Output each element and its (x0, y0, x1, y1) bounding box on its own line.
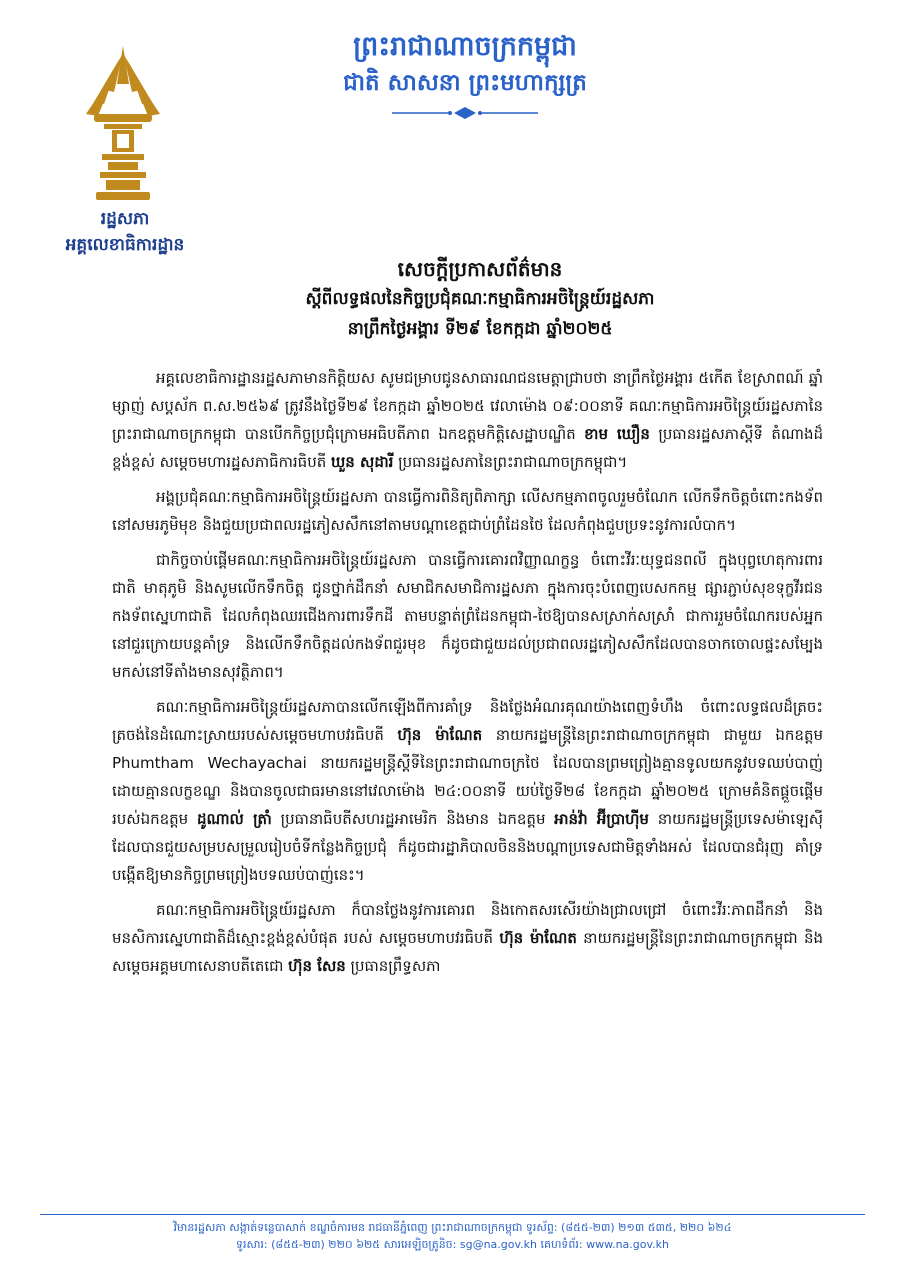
document-title (200, 254, 760, 344)
document-body (112, 364, 823, 987)
footer-address: វិមានរដ្ឋសភា សង្កាត់ទន្លេបាសាក់ ខណ្ឌចំការមន រាជធានីភ្នំពេញ ព្រះរាជាណាចក្រកម្ពុជា ទូរស័ព្ទ: (៨៥៥-២៣) ២១៣ ៥៣៥, ២២០ ៦២៤ (173, 1221, 732, 1234)
name-hun-manet: ហ៊ុន ម៉ាណែត (397, 726, 483, 744)
name-hun-sen: ហ៊ុន សែន (288, 957, 346, 975)
name-donald-trump: ដូណាល់ ត្រាំ (196, 810, 272, 828)
name-hun-manet-2: ហ៊ុន ម៉ាណែត (499, 929, 577, 947)
ornament-divider-icon (390, 106, 540, 120)
kingdom-title: ព្រះរាជាណាចក្រកម្ពុជា (353, 31, 577, 62)
title-line3: នាព្រឹកថ្ងៃអង្គារ ទី២៩ ខែកក្កដា ឆ្នាំ២០២៥ (347, 319, 613, 339)
ministry-line1: រដ្ឋសភា (100, 209, 150, 229)
paragraph-4: គណៈកម្មាធិការអចិន្ត្រៃយ៍រដ្ឋសភាបានលើកឡើងពីការគាំទ្រ និងថ្លែងអំណរគុណយ៉ាងពេញទំហឹង ចំពោះលទ្ធផលដ៏ត្រចះត្រចង់នៃដំណោះស្រាយរបស់សម្តេចមហាបវរធិបតី ហ៊ុន ម៉ាណែត នាយករដ្ឋមន្ត្រីនៃព្រះរាជាណាចក្រកម្ពុជា ជាមួយ ឯកឧត្តម Phumtham Wechayachai នាយករដ្ឋមន្ត្រីស្តីទីនៃព្រះរាជាណាចក្រថៃ ដែលបានព្រមព្រៀងគ្មានទូលយកនូវបទឈប់បាញ់ដោយគ្មានលក្ខខណ្ឌ និងបានចូលជាធរមាននៅវេលាម៉ោង ២៤:០០នាទី យប់ថ្ងៃទី២៨ ខែកក្កដា ឆ្នាំ២០២៥ ក្រោមគំនិតផ្តួចផ្តើមរបស់ឯកឧត្តម ដូណាល់ ត្រាំ ប្រធានាធិបតីសហរដ្ឋអាមេរិក និងមាន ឯកឧត្តម អាន់វ៉ា អ៊ីប្រាហ៊ីម នាយករដ្ឋមន្ត្រីប្រទេសម៉ាឡេស៊ី ដែលបានជួយសម្របសម្រួលរៀបចំទីកន្លែងកិច្ចប្រជុំ ក៏ដូចជារដ្ឋាភិបាលចិននិងបណ្តាប្រទេសជាមិត្តទាំងអស់ ដែលបានជំរុញ គាំទ្រ បង្កើតឱ្យមានកិច្ចព្រមព្រៀងបទឈប់បាញ់នេះ។ (112, 698, 823, 884)
ministry-name (40, 206, 210, 258)
paragraph-1: អគ្គលេខាធិការដ្ឋានរដ្ឋសភាមានកិត្តិយស សូមជម្រាបជូនសាធារណជនមេត្តាជ្រាបថា នាព្រឹកថ្ងៃអង្គារ ៥កើត ខែស្រាពណ៍ ឆ្នាំម្សាញ់ សប្តស័ក ព.ស.២៥៦៩ ត្រូវនឹងថ្ងៃទី២៩ ខែកក្កដា ឆ្នាំ២០២៥ វេលាម៉ោង ០៩:០០នាទី គណៈកម្មាធិការអចិន្ត្រៃយ៍រដ្ឋសភានៃព្រះរាជាណាចក្រកម្ពុជា បានបើកកិច្ចប្រជុំក្រោមអធិបតីភាព ឯកឧត្តមកិត្តិសេដ្ឋាបណ្ឌិត ខាម ឃឿន ប្រធានរដ្ឋសភាស្តីទី តំណាងដ៏ខ្ពង់ខ្ពស់ សម្តេចមហារដ្ឋសភាធិការធិបតី ឃួន សុដារី ប្រធានរដ្ឋសភានៃព្រះរាជាណាចក្រកម្ពុជា។ (112, 369, 824, 471)
national-motto: ជាតិ សាសនា ព្រះមហាក្សត្រ (343, 70, 587, 96)
footer-contact (40, 1214, 865, 1253)
paragraph-5: គណៈកម្មាធិការអចិន្ត្រៃយ៍រដ្ឋសភា ក៏បានថ្លែងនូវការគោរព និងកោតសរសើរយ៉ាងជ្រាលជ្រៅ ចំពោះវីរៈភាពដឹកនាំ និងមនសិការស្នេហាជាតិដ៏ស្មោះខ្ពង់ខ្ពស់បំផុត របស់ សម្តេចមហាបវរធិបតី ហ៊ុន ម៉ាណែត នាយករដ្ឋមន្ត្រីនៃព្រះរាជាណាចក្រកម្ពុជា និង សម្តេចអគ្គមហាសេនាបតីតេជោ ហ៊ុន សែន ប្រធានព្រឹទ្ធសភា (112, 901, 824, 975)
title-line1: សេចក្តីប្រកាសព័ត៌មាន (397, 257, 563, 281)
name-anwar-ibrahim: អាន់វ៉ា អ៊ីប្រាហ៊ីម (554, 810, 649, 828)
paragraph-2: អង្គប្រជុំគណៈកម្មាធិការអចិន្ត្រៃយ៍រដ្ឋសភា បានធ្វើការពិនិត្យពិភាក្សា លើសកម្មភាពចូលរួមចំណែក លើកទឹកចិត្តចំពោះកងទ័ពនៅសមរភូមិមុខ និងជួយប្រជាពលរដ្ឋភៀសសឹកនៅតាមបណ្តាខេត្តជាប់ព្រំដែនថៃ ដែលកំពុងជួបប្រទះនូវការលំបាក។ (112, 488, 823, 534)
royal-emblem-icon (84, 44, 162, 204)
footer-fax-email-web: ទូរសារ: (៨៥៥-២៣) ២២០ ៦២៥ សារអេឡិចត្រូនិច: sg@na.gov.kh គេហទំព័រ: www.na.gov.kh (235, 1238, 669, 1251)
name-khuon-sudary: ឃួន សុដារី (331, 453, 394, 471)
ministry-line2: អគ្គលេខាធិការដ្ឋាន (65, 235, 185, 255)
kingdom-heading (250, 28, 680, 120)
name-khuon-sudary-acting: ខាម ឃឿន (584, 425, 650, 443)
title-line2: ស្តីពីលទ្ធផលនៃកិច្ចប្រជុំគណៈកម្មាធិការអចិន្ត្រៃយ៍រដ្ឋសភា (305, 289, 655, 309)
paragraph-3: ជាកិច្ចចាប់ផ្តើមគណៈកម្មាធិការអចិន្ត្រៃយ៍រដ្ឋសភា បានធ្វើការគោរពវិញ្ញាណក្ខន្ធ ចំពោះវីរៈយុទ្ធជនពលី ក្នុងបុព្វហេតុការពារជាតិ មាតុភូមិ និងសូមលើកទឹកចិត្ត ជូនថ្នាក់ដឹកនាំ សមាជិកសមាជិការដ្ឋសភា ក្នុងការចុះបំពេញបេសកកម្ម ផ្សារភ្ជាប់សុខទុក្ខវីរជនកងទ័ពស្នេហាជាតិ ដែលកំពុងឈរជើងការពារទឹកដី តាមបន្ទាត់ព្រំដែនកម្ពុជា-ថៃឱ្យបានសស្រាក់សស្រាំ ជាការរួមចំណែករបស់អ្នកនៅជួរក្រោយបន្តគាំទ្រ និងលើកទឹកចិត្តដល់កងទ័ពជួរមុខ ក៏ដូចជាជួយដល់ប្រជាពលរដ្ឋភៀសសឹកដែលបានចាកចោលផ្ទះសម្បែង មកស់នៅទីតាំងមានសុវត្ថិភាព។ (112, 551, 823, 681)
